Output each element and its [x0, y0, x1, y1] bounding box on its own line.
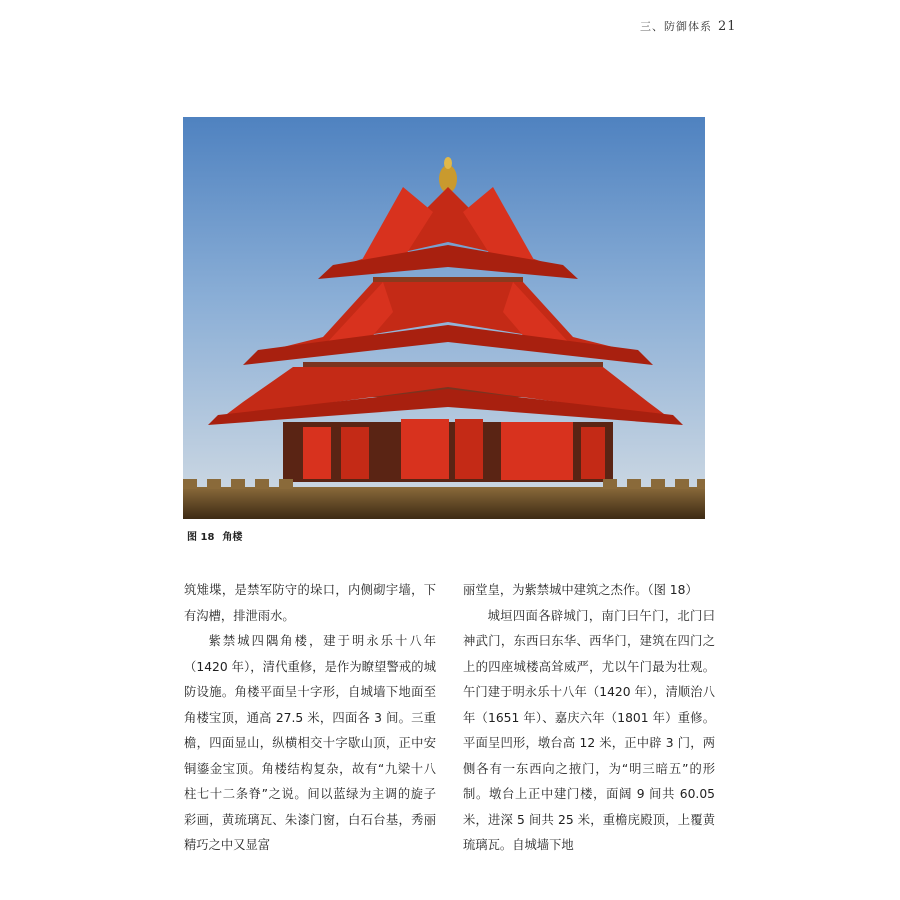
right-paragraph-2: 城垣四面各辟城门，南门曰午门，北门曰神武门，东西曰东华、西华门，建筑在四门之上的四座城楼高耸威严，尤以午门最为壮观。午门建于明永乐十八年（1420 年），清顺治八年（1651 年）、嘉庆六年（1801 年）重修。平面呈凹形，墩台高 12 米，正中辟 3 门，两侧各有一东西向之掖门，为“明三暗五”的形制。墩台上正中建门楼，面阔 9 间共 60.05 米，进深 5 间共 25 米，重檐庑殿顶，上覆黄琉璃瓦。自城墙下地: [463, 608, 715, 852]
figure-caption: [187, 528, 242, 543]
right-paragraph-1: 丽堂皇，为紫禁城中建筑之杰作。（图 18）: [463, 583, 698, 597]
corner-tower-illustration: [183, 117, 705, 519]
page-number: 21: [718, 19, 737, 34]
left-paragraph-2: 紫禁城四隅角楼，建于明永乐十八年（1420 年），清代重修，是作为瞭望警戒的城防设施。角楼平面呈十字形，自城墙下地面至角楼宝顶，通高 27.5 米，四面各 3 间。三重檐，四面显山，纵横相交十字歇山顶，正中安铜鎏金宝顶。角楼结构复杂，故有“九梁十八柱七十二条脊”之说。间以蓝绿为主调的旋子彩画，黄琉璃瓦、朱漆门窗，白石台基，秀丽精巧之中又显富: [184, 634, 436, 852]
left-paragraph-1: 筑雉堞，是禁军防守的垛口，内侧砌宇墙，下有沟槽，排泄雨水。: [184, 583, 436, 623]
tower-hall: [283, 419, 613, 482]
right-column: [463, 578, 715, 859]
left-column: [184, 578, 436, 859]
corner-tower-photo: [183, 117, 705, 519]
running-header: [640, 18, 740, 34]
figure-label: 图 18: [187, 532, 215, 543]
section-title: 三、防御体系: [640, 20, 712, 33]
figure-name: 角楼: [222, 532, 243, 543]
